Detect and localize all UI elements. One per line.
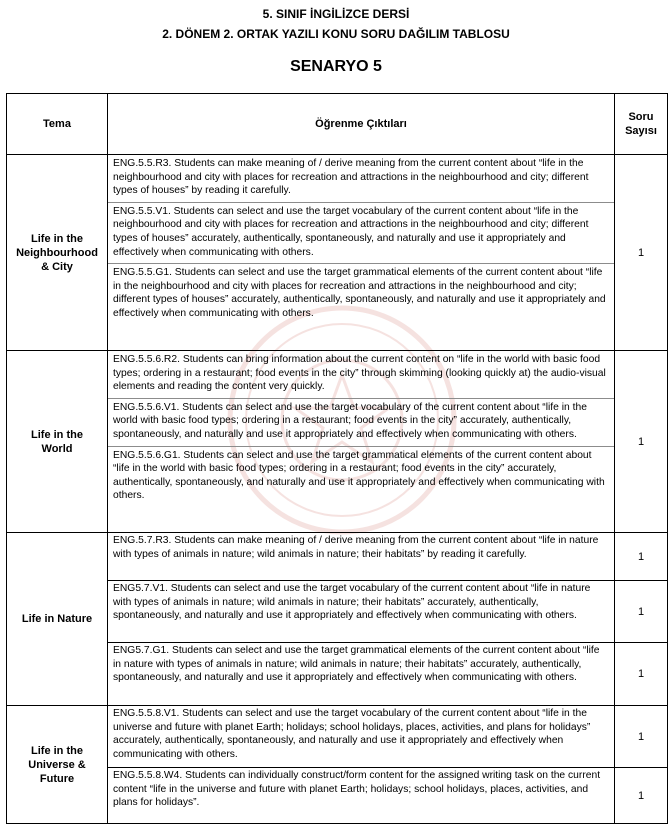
- scenario-heading: SENARYO 5: [290, 58, 382, 75]
- question-count: 1: [615, 533, 668, 581]
- outcome-text: ENG.5.5.G1. Students can select and use the target grammatical elements of the current content about “life in the neighbourhood and city with places for recreation and attractions in the neighbourhood and city; different types of houses” accurately, authentically, spontaneously, and naturally and use it appropriately and effectively when communicating with others.: [108, 263, 614, 324]
- outcome-text: ENG5.7.G1. Students can select and use the target grammatical elements of the current content about “life in nature with types of animals in nature; wild animals in nature; their habitats” accurately, authentically, spontaneously, and naturally and use it appropriately and effectively when communicating with others.: [108, 643, 615, 706]
- outcome-text: ENG.5.5.6.R2. Students can bring information about the current content on “life in the world with basic food types; ordering in a restaurant; food events in the city” through skimming (looking quickly at) the audio-visual elements and reading the content very quickly.: [113, 354, 606, 393]
- outcomes-cell: [108, 155, 615, 351]
- question-count: 1: [615, 351, 668, 533]
- theme-cell: Life in the World: [7, 351, 108, 533]
- table-row: [7, 533, 668, 581]
- column-header-tema: Tema: [7, 94, 108, 155]
- outcome-text: ENG.5.7.R3. Students can make meaning of / derive meaning from the current content about “life in nature with types of animals in nature; wild animals in nature; their habitats” by reading it carefully.: [108, 533, 615, 581]
- question-count: 1: [615, 768, 668, 824]
- outcomes-cell: [108, 351, 615, 533]
- table-row: [7, 155, 668, 351]
- question-count: 1: [615, 706, 668, 768]
- question-count: 1: [615, 155, 668, 351]
- outcome-text: ENG.5.5.6.G1. Students can select and use the target grammatical elements of the current content about “life in the world with basic food types; ordering in a restaurant; food events in the city” accurately, authentically, spontaneously, and naturally and use it appropriately and effectively when communicating with others.: [108, 446, 614, 507]
- outcome-text: ENG.5.5.V1. Students can select and use the target vocabulary of the current content about “life in the neighbourhood and city with places for recreation and attractions in the neighbourhood and city; different types of houses” accurately, authentically, spontaneously, and naturally and use it appropriately and effectively when communicating with others.: [108, 202, 614, 263]
- outcome-text: ENG5.7.V1. Students can select and use the target vocabulary of the current content about “life in nature with types of animals in nature; wild animals in nature; their habitats” accurately, authentically, spontaneously, and naturally and use it appropriately and effectively when communicating with others.: [108, 581, 615, 643]
- outcome-text: ENG.5.5.8.V1. Students can select and use the target vocabulary of the current content about “life in the universe and future with planet Earth; holidays; school holidays, places, activities, and plans for holidays” accurately, authentically, spontaneously, and naturally and use it appropriately and effectively when communicating with others.: [108, 706, 615, 768]
- column-header-question-count: Soru Sayısı: [615, 94, 668, 155]
- column-header-outcomes: Öğrenme Çıktıları: [108, 94, 615, 155]
- question-count: 1: [615, 643, 668, 706]
- theme-cell: Life in Nature: [7, 533, 108, 706]
- outcome-text: ENG.5.5.8.W4. Students can individually construct/form content for the assigned writing task on the current content “life in the universe and future with planet Earth; holidays; school holidays, places, activities, and plans for holidays”.: [108, 768, 615, 824]
- outcome-text: ENG.5.5.6.V1. Students can select and use the target vocabulary of the current content about “life in the world with basic food types; ordering in a restaurant; food events in the city” accurately, authentically, spontaneously, and naturally and use it appropriately and effectively when communicating with others.: [108, 398, 614, 446]
- theme-cell: Life in the Neighbourhood & City: [7, 155, 108, 351]
- topic-distribution-table: [6, 93, 668, 824]
- table-row: [7, 706, 668, 768]
- document-title: 5. SINIF İNGİLİZCE DERSİ: [262, 7, 410, 21]
- table-header-row: [7, 94, 668, 155]
- outcome-text: ENG.5.5.R3. Students can make meaning of / derive meaning from the current content about “life in the neighbourhood and city with places for recreation and attractions in the neighbourhood and city; different types of houses” by reading it carefully.: [113, 158, 589, 197]
- table-row: [7, 351, 668, 533]
- question-count: 1: [615, 581, 668, 643]
- theme-cell: Life in the Universe & Future: [7, 706, 108, 824]
- document-subtitle: 2. DÖNEM 2. ORTAK YAZILI KONU SORU DAĞILIM TABLOSU: [162, 27, 510, 41]
